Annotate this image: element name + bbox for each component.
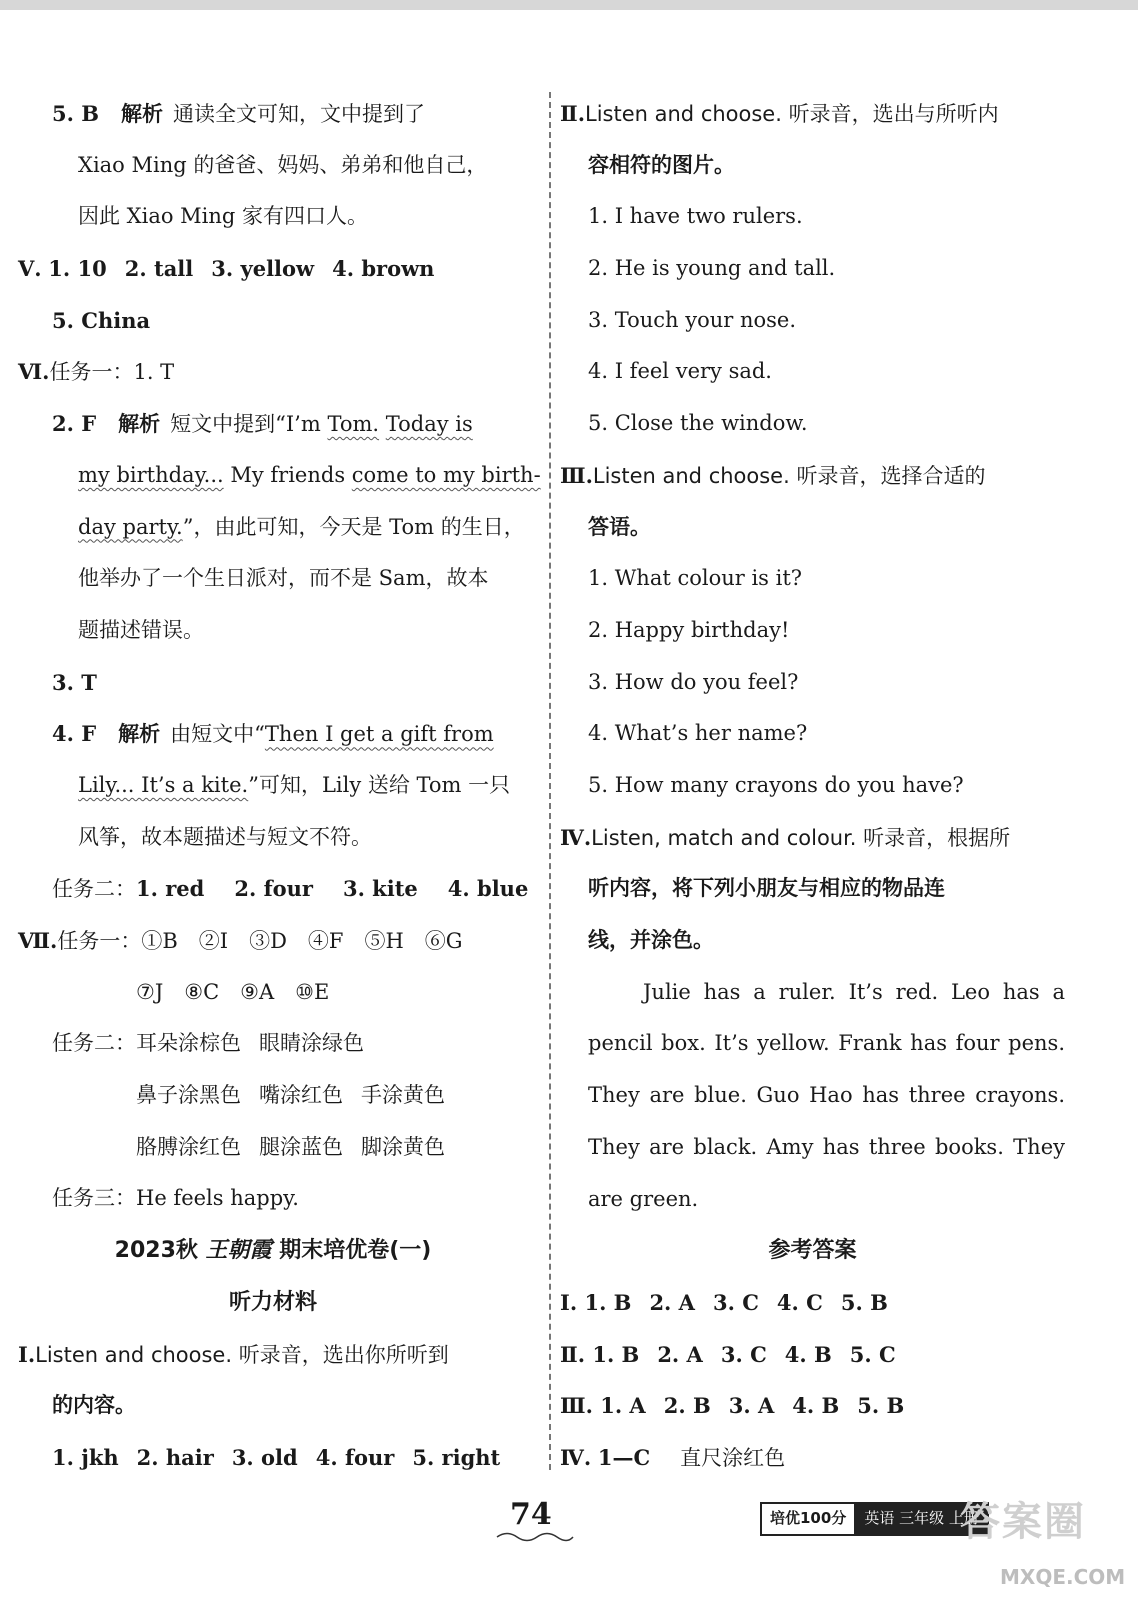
list-item: 1. What colour is it? bbox=[588, 566, 803, 591]
section-vii: Ⅶ.任务一：①B ②I ③D ④F ⑤H ⑥G bbox=[18, 928, 463, 953]
answer-line: 他举办了一个生日派对，而不是 Sam，故本 bbox=[78, 566, 489, 591]
answer-line: 3. T bbox=[52, 669, 97, 695]
list-item: 4. What’s her name? bbox=[588, 721, 808, 746]
answer-line: day party.”，由此可知，今天是 Tom 的生日， bbox=[78, 514, 525, 539]
list-item: 5. How many crayons do you have? bbox=[588, 772, 964, 797]
answer-line: 胳膊涂红色 腿涂蓝色 脚涂黄色 bbox=[136, 1134, 445, 1159]
answer-line: 2. F 解析 短文中提到“I’m Tom. Today is bbox=[52, 411, 473, 437]
answer-line: 5. China bbox=[52, 307, 151, 333]
list-item: 2. He is young and tall. bbox=[588, 256, 836, 281]
answer-line: 任务三：He feels happy. bbox=[52, 1186, 299, 1211]
answer-row: Ⅱ. 1. B 2. A 3. C 4. B 5. C bbox=[560, 1341, 896, 1367]
answer-row: Ⅰ. 1. B 2. A 3. C 4. C 5. B bbox=[560, 1289, 888, 1315]
answer-line: 任务二：1. red 2. four 3. kite 4. blue bbox=[52, 876, 529, 902]
section-v: Ⅴ. 1. 10 2. tall 3. yellow 4. brown bbox=[18, 256, 435, 282]
watermark-logo: 答案圈 bbox=[960, 1499, 1086, 1545]
list-item: 5. Close the window. bbox=[588, 411, 808, 436]
answer-line: 鼻子涂黑色 嘴涂红色 手涂黄色 bbox=[136, 1083, 445, 1108]
answer-line: 5. B 解析 通读全文可知，文中提到了 bbox=[52, 101, 425, 126]
right-column bbox=[560, 88, 1065, 1484]
answer-line: 1. jkh 2. hair 3. old 4. four 5. right bbox=[52, 1444, 501, 1470]
watermark-url: MXQE.COM bbox=[1000, 1565, 1126, 1589]
section-iv-cont: 线，并涂色。 bbox=[588, 928, 714, 952]
top-edge bbox=[0, 0, 1138, 10]
series-badge: 培优100分 英语 三年级 上册 bbox=[760, 1502, 989, 1536]
list-item: 2. Happy birthday! bbox=[588, 617, 790, 642]
column-divider bbox=[549, 92, 551, 1470]
list-item: 3. How do you feel? bbox=[588, 669, 799, 694]
answer-line: my birthday... My friends come to my birth- bbox=[78, 462, 541, 487]
answer-line: Xiao Ming 的爸爸、妈妈、弟弟和他自己， bbox=[78, 152, 488, 177]
answer-line: 任务二：耳朵涂棕色 眼睛涂绿色 bbox=[52, 1031, 364, 1056]
answer-row: Ⅲ. 1. A 2. B 3. A 4. B 5. B bbox=[560, 1393, 905, 1419]
answer-line: 风筝，故本题描述与短文不符。 bbox=[78, 824, 372, 849]
section-iii-cont: 答语。 bbox=[588, 514, 651, 539]
section-iv-cont: 听内容，将下列小朋友与相应的物品连 bbox=[588, 876, 945, 901]
reference-answers-title: 参考答案 bbox=[768, 1238, 857, 1264]
section-iii: Ⅲ.Listen and choose. 听录音，选择合适的 bbox=[560, 462, 986, 488]
section-ii: Ⅱ.Listen and choose. 听录音，选出与所听内 bbox=[560, 101, 999, 126]
listening-paragraph: Julie has a ruler. It’s red. Leo has a pencil box. It’s yellow. Frank has four pens. They are blue. Guo Hao has three crayons. They are black. Amy has three books. They are green. bbox=[588, 979, 1065, 1211]
answer-line: Lily... It’s a kite.”可知，Lily 送给 Tom 一只 bbox=[78, 772, 511, 797]
answer-row: Ⅳ. 1—C 直尺涂红色 bbox=[560, 1444, 786, 1470]
list-item: 1. I have two rulers. bbox=[588, 204, 803, 229]
left-column bbox=[18, 88, 541, 1484]
answer-line: 因此 Xiao Ming 家有四口人。 bbox=[78, 204, 369, 229]
section-i-cont: 的内容。 bbox=[52, 1393, 136, 1418]
section-iv: Ⅳ.Listen, match and colour. 听录音，根据所 bbox=[560, 824, 1011, 850]
section-i: Ⅰ.Listen and choose. 听录音，选出你所听到 bbox=[18, 1341, 449, 1367]
page-number-ornament bbox=[495, 1530, 575, 1544]
answer-line: ⑦J ⑧C ⑨A ⑩E bbox=[136, 979, 330, 1004]
section-vi: Ⅵ.任务一：1. T bbox=[18, 359, 175, 385]
brand-logo: 王朝霞 bbox=[205, 1237, 272, 1264]
analysis-label: 解析 bbox=[118, 412, 161, 437]
exam-title: 2023秋 王朝霞 期末培优卷(一) bbox=[114, 1237, 432, 1264]
analysis-label: 解析 bbox=[118, 722, 161, 747]
section-ii-cont: 容相符的图片。 bbox=[588, 152, 735, 177]
analysis-label: 解析 bbox=[120, 102, 163, 126]
answer-line: 题描述错误。 bbox=[78, 617, 204, 642]
answer-line: 4. F 解析 由短文中“Then I get a gift from bbox=[52, 721, 494, 747]
list-item: 3. Touch your nose. bbox=[588, 307, 797, 332]
list-item: 4. I feel very sad. bbox=[588, 359, 772, 384]
listening-material-title: 听力材料 bbox=[228, 1289, 317, 1315]
page-number: 74 bbox=[510, 1497, 552, 1532]
